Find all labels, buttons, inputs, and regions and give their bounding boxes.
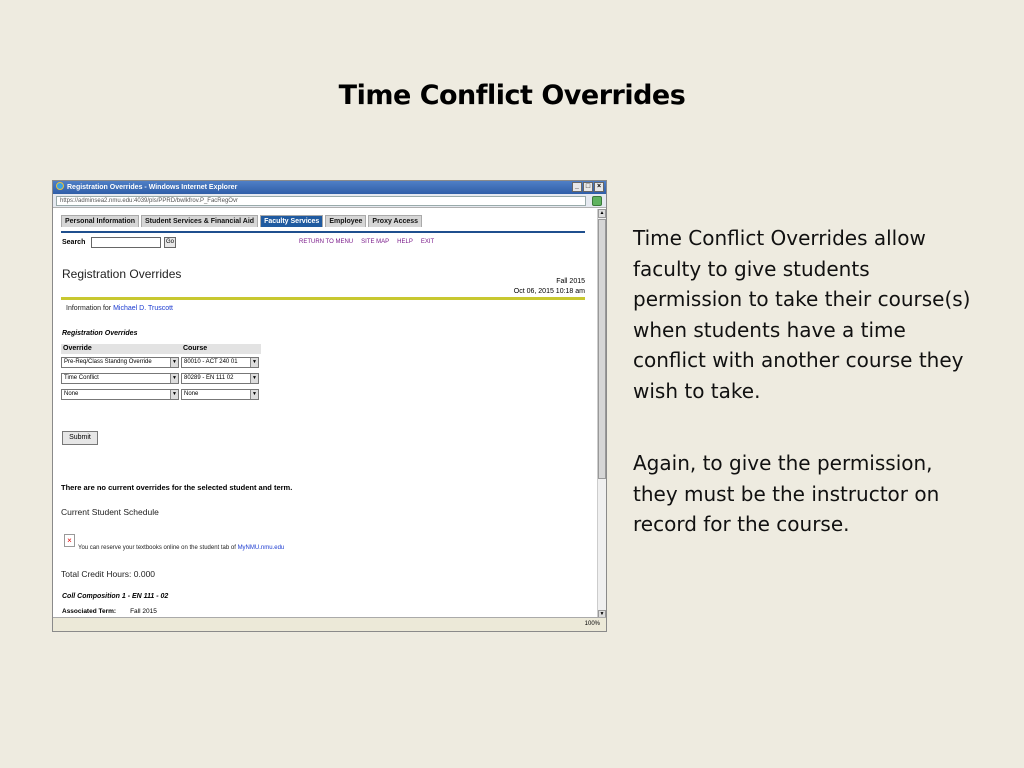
broken-image-icon: × bbox=[64, 534, 75, 547]
header-divider bbox=[61, 297, 585, 300]
course-select-2[interactable]: 80289 - EN 111 02 ▼ bbox=[181, 373, 259, 384]
browser-window-screenshot bbox=[52, 180, 607, 632]
close-button[interactable]: × bbox=[594, 182, 604, 192]
scroll-down-icon[interactable]: ▼ bbox=[599, 611, 605, 617]
chevron-down-icon: ▼ bbox=[250, 358, 258, 367]
term-info bbox=[514, 277, 585, 297]
status-bar bbox=[53, 617, 607, 631]
zoom-level[interactable]: 100% bbox=[584, 621, 600, 627]
help-link[interactable]: HELP bbox=[397, 239, 413, 245]
chevron-down-icon: ▼ bbox=[250, 374, 258, 383]
top-links bbox=[299, 239, 434, 245]
minimize-button[interactable]: _ bbox=[572, 182, 582, 192]
tab-faculty-services[interactable]: Faculty Services bbox=[260, 215, 323, 227]
nav-tabs bbox=[61, 215, 422, 227]
student-info-line bbox=[66, 305, 173, 312]
course-select-1[interactable]: 80010 - ACT 240 01 ▼ bbox=[181, 357, 259, 368]
chevron-down-icon: ▼ bbox=[170, 374, 178, 383]
site-map-link[interactable]: SITE MAP bbox=[361, 239, 390, 245]
override-column-header: Override bbox=[63, 345, 92, 352]
window-title: Registration Overrides - Windows Internet Explorer bbox=[67, 184, 238, 191]
course-column-header: Course bbox=[183, 345, 208, 352]
search-label: Search bbox=[62, 239, 86, 246]
override-select-3[interactable]: None ▼ bbox=[61, 389, 179, 400]
scroll-up-icon[interactable]: ▲ bbox=[599, 210, 605, 216]
table-row bbox=[61, 354, 261, 370]
tab-underline bbox=[61, 231, 585, 233]
return-to-menu-link[interactable]: RETURN TO MENU bbox=[299, 239, 354, 245]
no-overrides-message: There are no current overrides for the selected student and term. bbox=[61, 483, 293, 492]
textbook-note-text: You can reserve your textbooks online on the student tab of bbox=[78, 545, 236, 551]
scroll-thumb[interactable] bbox=[598, 219, 606, 479]
body-paragraph-2: Again, to give the permission, they must be the instructor on record for the course. bbox=[633, 451, 940, 536]
submit-button[interactable]: Submit bbox=[62, 431, 98, 445]
table-row bbox=[61, 386, 261, 402]
search-input[interactable] bbox=[91, 237, 161, 248]
datetime-label: Oct 06, 2015 10:18 am bbox=[513, 288, 585, 295]
override-select-2[interactable]: Time Conflict ▼ bbox=[61, 373, 179, 384]
assoc-term-label: Associated Term: bbox=[62, 608, 117, 615]
overrides-heading: Registration Overrides bbox=[62, 330, 138, 337]
exit-link[interactable]: EXIT bbox=[420, 239, 435, 245]
table-row bbox=[61, 370, 261, 386]
ie-logo-icon bbox=[56, 182, 64, 190]
address-bar bbox=[53, 194, 606, 208]
maximize-button[interactable]: □ bbox=[583, 182, 593, 192]
info-prefix: Information for bbox=[66, 305, 112, 312]
course-select-3[interactable]: None ▼ bbox=[181, 389, 259, 400]
go-arrow-icon[interactable] bbox=[592, 196, 602, 206]
tab-personal-information[interactable]: Personal Information bbox=[61, 215, 139, 227]
term-label: Fall 2015 bbox=[556, 278, 585, 285]
chevron-down-icon: ▼ bbox=[170, 358, 178, 367]
page-viewport bbox=[53, 209, 598, 619]
vertical-scrollbar[interactable] bbox=[597, 209, 606, 619]
associated-term bbox=[62, 608, 157, 615]
url-field[interactable]: https://adminsea2.nmu.edu:4039/pls/PPRD/bwlkfrov.P_FacRegOvr bbox=[56, 196, 586, 206]
page-title: Registration Overrides bbox=[62, 267, 182, 281]
overrides-table bbox=[61, 344, 261, 402]
search-go-button[interactable]: Go bbox=[164, 237, 176, 248]
chevron-down-icon: ▼ bbox=[250, 390, 258, 399]
window-title-bar bbox=[53, 181, 606, 194]
credit-hours: Total Credit Hours: 0.000 bbox=[61, 569, 156, 579]
tab-proxy-access[interactable]: Proxy Access bbox=[368, 215, 422, 227]
schedule-heading: Current Student Schedule bbox=[61, 507, 159, 517]
student-name-link[interactable]: Michael D. Truscott bbox=[113, 305, 174, 312]
course-title: Coll Composition 1 - EN 111 - 02 bbox=[62, 593, 169, 600]
mynmu-link[interactable]: MyNMU.nmu.edu bbox=[237, 545, 285, 551]
table-header bbox=[61, 344, 261, 354]
override-select-1[interactable]: Pre-Req/Class Standng Override ▼ bbox=[61, 357, 179, 368]
assoc-term-value: Fall 2015 bbox=[130, 608, 157, 615]
chevron-down-icon: ▼ bbox=[170, 390, 178, 399]
body-paragraph-1: Time Conflict Overrides allow faculty to give students permission to take their course(s) when students have a time conflict with another course they wish to take. bbox=[633, 226, 971, 403]
textbook-note bbox=[78, 545, 284, 551]
tab-student-services[interactable]: Student Services & Financial Aid bbox=[141, 215, 258, 227]
tab-employee[interactable]: Employee bbox=[325, 215, 366, 227]
slide-title: Time Conflict Overrides bbox=[338, 80, 686, 111]
